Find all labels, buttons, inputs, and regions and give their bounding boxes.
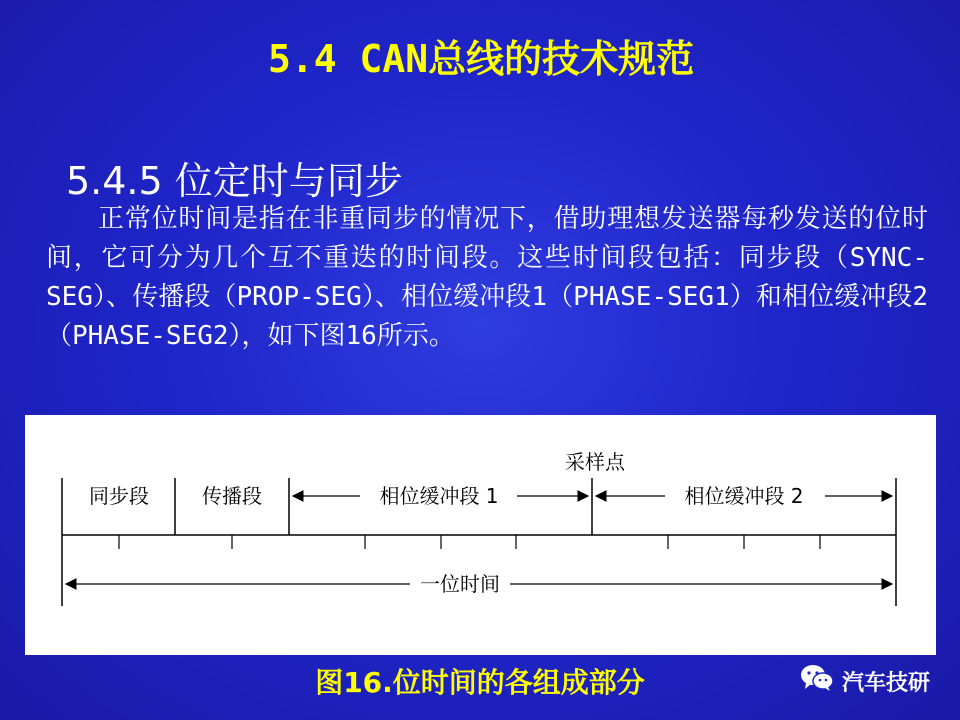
body-paragraph: 正常位时间是指在非重同步的情况下，借助理想发送器每秒发送的位时间，它可分为几个互不重迭的时间段。这些时间段包括：同步段（SYNC-SEG）、传播段（PROP-SEG）、相位缓冲段1（PHASE-SEG1）和相位缓冲段2（PHASE-SEG2），如下图16所示。	[46, 204, 928, 351]
wechat-icon	[800, 664, 834, 698]
section-heading: 5.4.5 位定时与同步	[66, 159, 403, 203]
label-bit-time: 一位时间	[420, 572, 500, 596]
label-phase-seg2: 相位缓冲段 2	[684, 484, 804, 508]
label-prop-seg: 传播段	[202, 484, 262, 508]
label-sync-seg: 同步段	[89, 484, 149, 508]
slide-title: 5.4 CAN总线的技术规范	[268, 37, 695, 81]
label-phase-seg1: 相位缓冲段 1	[379, 484, 499, 508]
label-sample-point: 采样点	[565, 450, 625, 474]
bit-time-diagram	[25, 415, 936, 655]
watermark	[800, 664, 930, 698]
quantum-ticks	[119, 535, 820, 549]
figure-caption: 图16.位时间的各组成部分	[315, 666, 645, 699]
bit-time-diagram-svg	[25, 415, 936, 655]
watermark-label: 汽车技研	[841, 670, 930, 696]
